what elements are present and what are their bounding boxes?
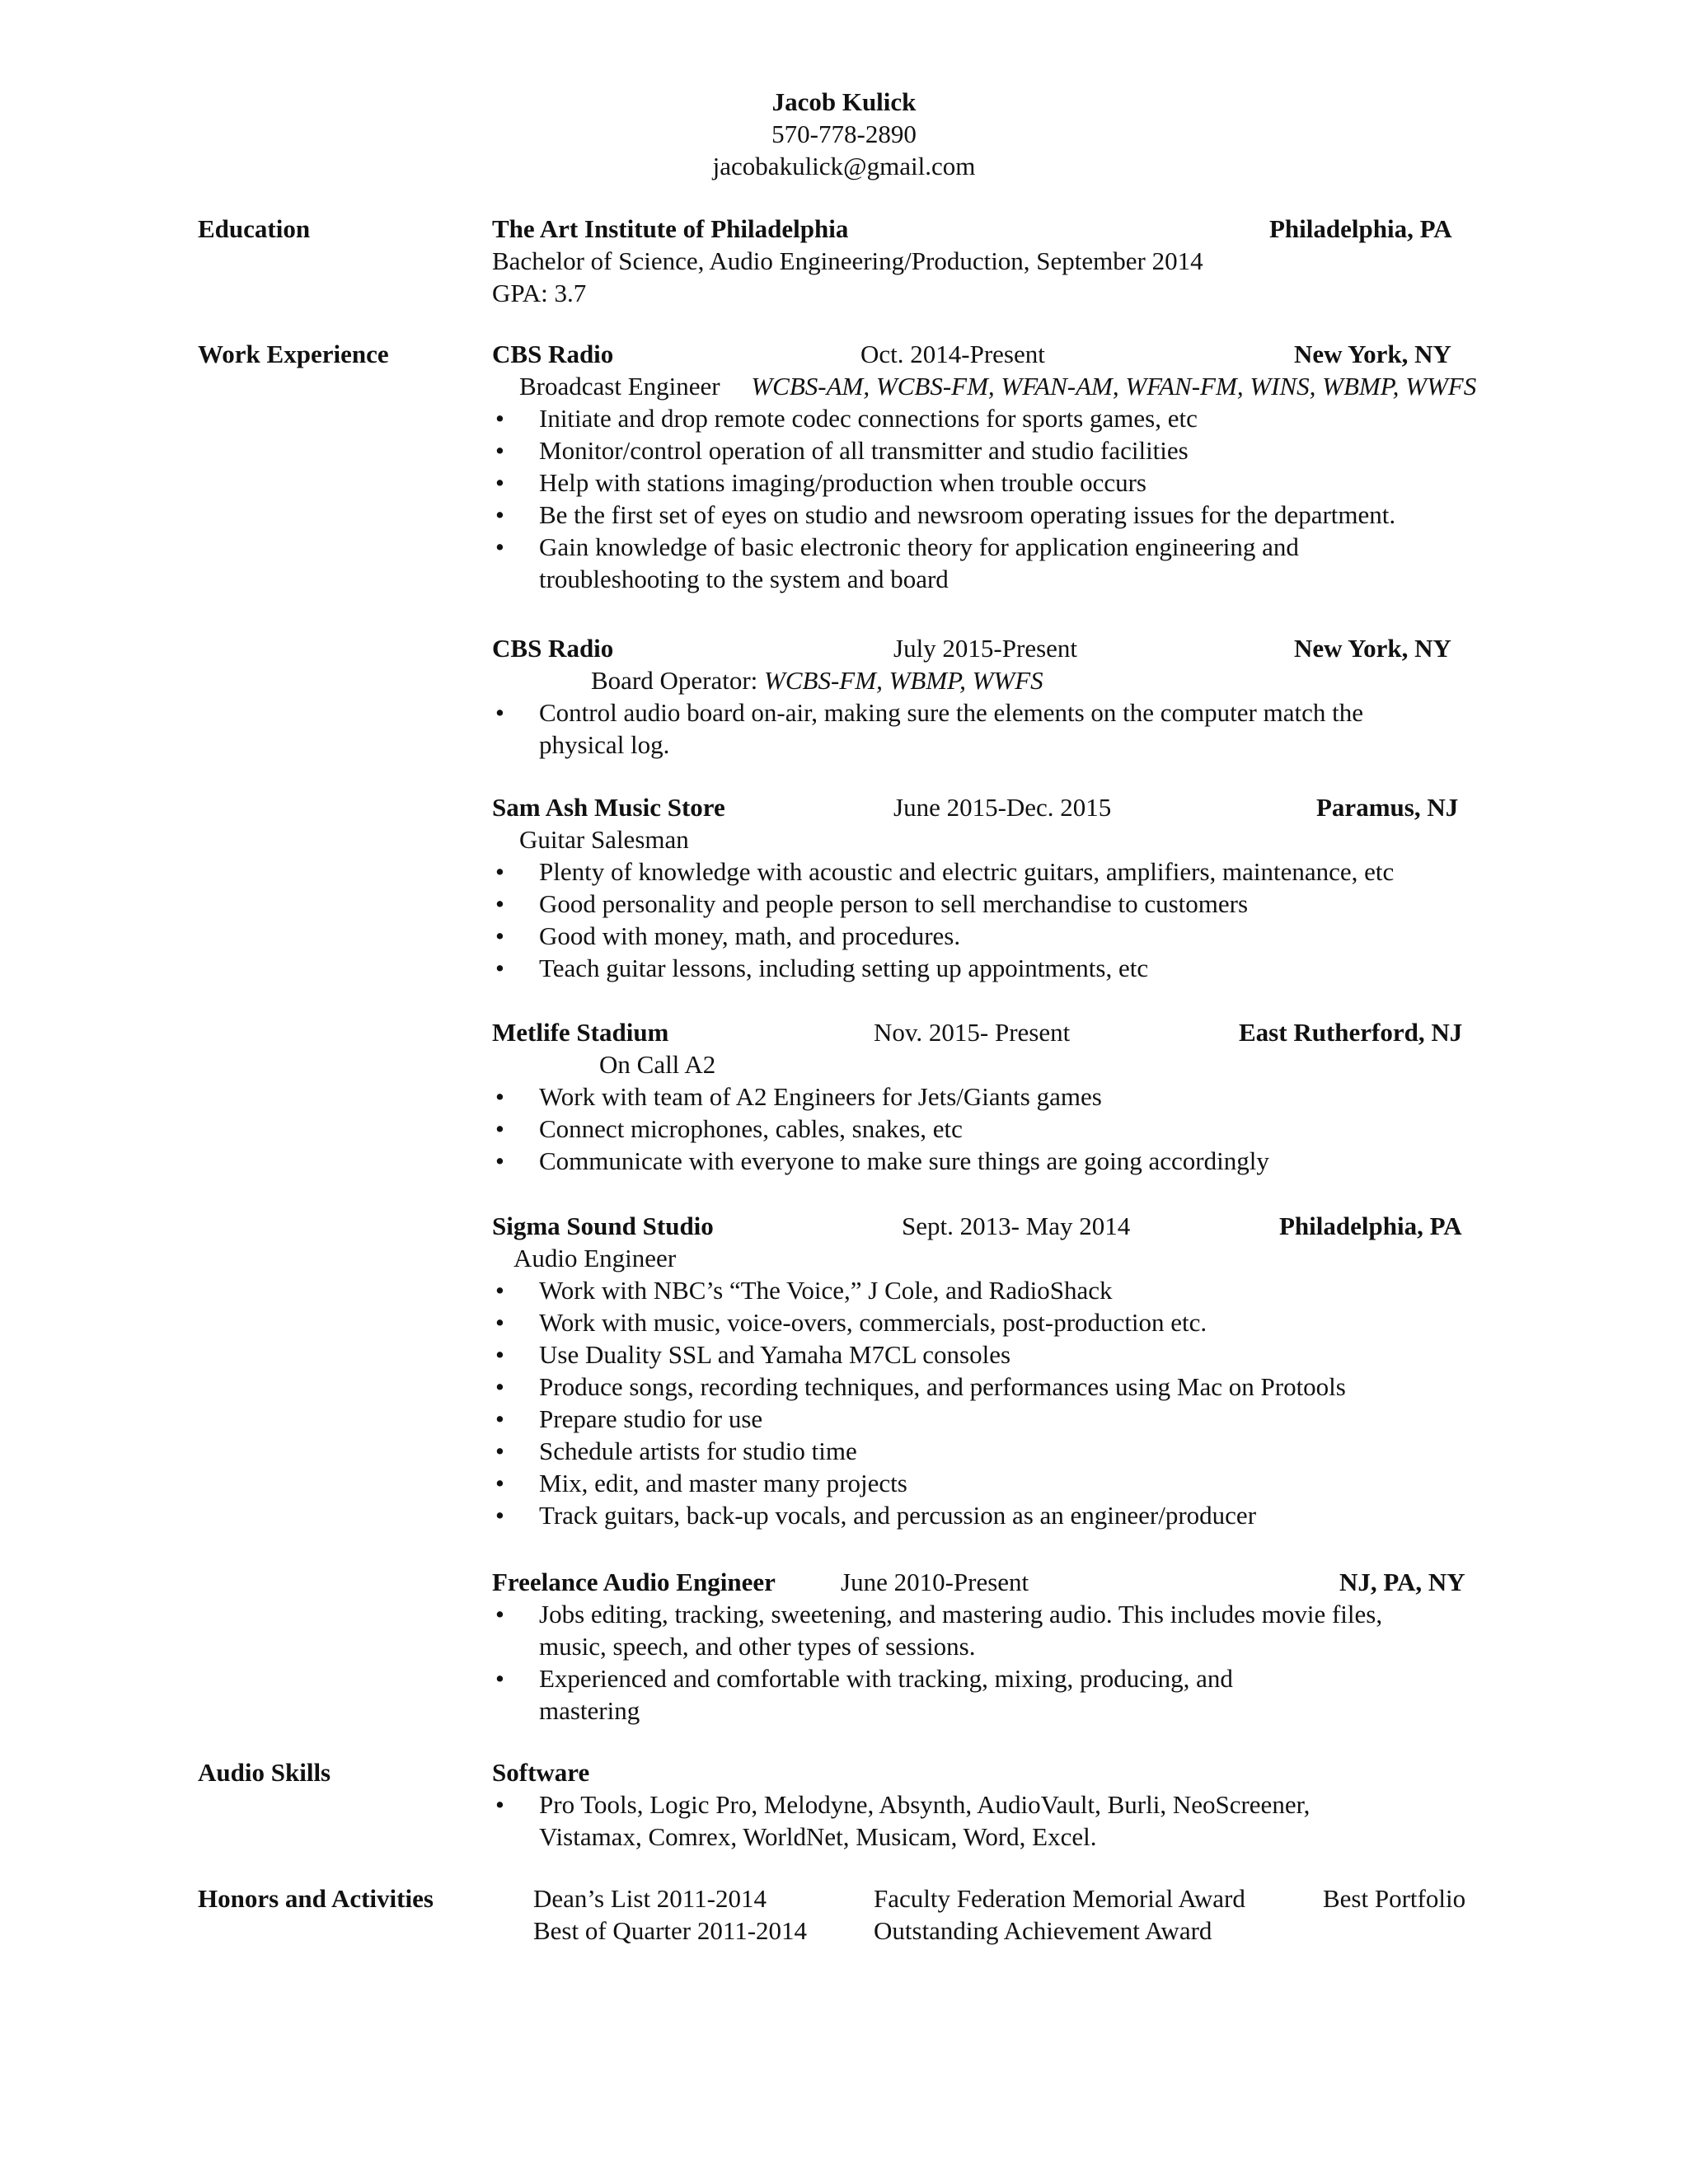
school-location: Philadelphia, PA bbox=[1269, 214, 1452, 243]
job-bullet-continuation: music, speech, and other types of sessions. bbox=[539, 1632, 976, 1661]
job-date: July 2015-Present bbox=[893, 634, 1078, 663]
job-bullet: • Monitor/control operation of all transmitter and studio facilities bbox=[492, 434, 1481, 466]
resume-header bbox=[0, 86, 1688, 182]
job-entry bbox=[492, 338, 1481, 595]
honors-column-2 bbox=[874, 1882, 1245, 1947]
job-bullet-continuation: mastering bbox=[539, 1696, 640, 1725]
job-bullet: • Control audio board on-air, making sure the elements on the computer match the bbox=[492, 696, 1481, 729]
degree-text: Bachelor of Science, Audio Engineering/Production, September 2014 bbox=[492, 246, 1203, 275]
job-bullet: • Connect microphones, cables, snakes, etc bbox=[492, 1113, 1481, 1145]
job-bullet: • Communicate with everyone to make sure things are going accordingly bbox=[492, 1145, 1481, 1177]
job-header bbox=[492, 1566, 1481, 1598]
job-location: New York, NY bbox=[1294, 340, 1451, 368]
job-header bbox=[492, 338, 1481, 370]
job-date: June 2015-Dec. 2015 bbox=[893, 793, 1112, 822]
honors-column-1 bbox=[533, 1882, 807, 1947]
job-bullet: • Jobs editing, tracking, sweetening, and mastering audio. This includes movie files, bbox=[492, 1598, 1481, 1630]
job-header bbox=[492, 632, 1481, 664]
skills-heading: Software bbox=[492, 1758, 590, 1787]
job-org: CBS Radio bbox=[492, 340, 614, 368]
section-label-audio-skills: Audio Skills bbox=[198, 1758, 331, 1787]
job-bullet: • Mix, edit, and master many projects bbox=[492, 1467, 1481, 1499]
candidate-name: Jacob Kulick bbox=[771, 87, 917, 116]
school-name: The Art Institute of Philadelphia bbox=[492, 214, 849, 243]
job-bullet: • Help with stations imaging/production when trouble occurs bbox=[492, 466, 1481, 499]
job-role: Guitar Salesman bbox=[519, 825, 689, 854]
job-bullet: • Track guitars, back-up vocals, and percussion as an engineer/producer bbox=[492, 1499, 1481, 1531]
job-bullet: • Teach guitar lessons, including setting up appointments, etc bbox=[492, 952, 1481, 984]
education-entry-header bbox=[492, 213, 1481, 245]
honors-column-3 bbox=[1323, 1882, 1465, 1915]
section-label-education: Education bbox=[198, 214, 311, 243]
honor-item: Best Portfolio bbox=[1323, 1884, 1466, 1913]
job-bullet: • Good personality and people person to sell merchandise to customers bbox=[492, 888, 1481, 920]
job-entry bbox=[492, 791, 1481, 984]
job-date: June 2010-Present bbox=[841, 1568, 1029, 1596]
skills-list-continuation: Vistamax, Comrex, WorldNet, Musicam, Word, Excel. bbox=[539, 1822, 1097, 1851]
job-date: Nov. 2015- Present bbox=[874, 1018, 1071, 1047]
job-location: New York, NY bbox=[1294, 634, 1451, 663]
job-bullet-continuation: troubleshooting to the system and board bbox=[539, 565, 949, 593]
job-bullet: • Produce songs, recording techniques, and performances using Mac on Protools bbox=[492, 1371, 1481, 1403]
job-bullet: • Gain knowledge of basic electronic theory for application engineering and bbox=[492, 531, 1481, 563]
job-bullet: • Use Duality SSL and Yamaha M7CL consoles bbox=[492, 1338, 1481, 1371]
job-role-title: Board Operator: bbox=[591, 666, 765, 695]
job-header bbox=[492, 791, 1481, 823]
honor-item: Faculty Federation Memorial Award bbox=[874, 1884, 1245, 1913]
job-header bbox=[492, 1016, 1481, 1048]
phone-number: 570-778-2890 bbox=[771, 120, 917, 148]
honor-item: Outstanding Achievement Award bbox=[874, 1916, 1212, 1945]
job-org: CBS Radio bbox=[492, 634, 614, 663]
job-bullet: • Experienced and comfortable with tracking, mixing, producing, and bbox=[492, 1662, 1481, 1694]
job-role: Audio Engineer bbox=[513, 1244, 677, 1272]
job-org: Freelance Audio Engineer bbox=[492, 1568, 776, 1596]
job-location: Philadelphia, PA bbox=[1279, 1212, 1462, 1240]
job-bullet: • Prepare studio for use bbox=[492, 1403, 1481, 1435]
job-bullet: • Work with team of A2 Engineers for Jets/Giants games bbox=[492, 1080, 1481, 1113]
job-bullet: • Work with music, voice-overs, commercials, post-production etc. bbox=[492, 1306, 1481, 1338]
honor-item: Dean’s List 2011-2014 bbox=[533, 1884, 767, 1913]
job-stations: WCBS-FM, WBMP, WWFS bbox=[764, 666, 1043, 695]
job-entry bbox=[492, 632, 1481, 761]
job-bullet: • Be the first set of eyes on studio and newsroom operating issues for the department. bbox=[492, 499, 1481, 531]
job-entry bbox=[492, 1210, 1481, 1531]
job-role-title: Broadcast Engineer bbox=[519, 372, 720, 401]
job-header bbox=[492, 1210, 1481, 1242]
job-stations: WCBS-AM, WCBS-FM, WFAN-AM, WFAN-FM, WINS, WBMP, WWFS bbox=[751, 372, 1477, 401]
job-org: Metlife Stadium bbox=[492, 1018, 669, 1047]
job-entry bbox=[492, 1566, 1481, 1727]
skills-list: • Pro Tools, Logic Pro, Melodyne, Absynth, AudioVault, Burli, NeoScreener, bbox=[492, 1788, 1481, 1821]
job-location: NJ, PA, NY bbox=[1339, 1568, 1465, 1596]
job-bullet: • Schedule artists for studio time bbox=[492, 1435, 1481, 1467]
job-org: Sam Ash Music Store bbox=[492, 793, 725, 822]
section-label-work-experience: Work Experience bbox=[198, 340, 389, 368]
job-org: Sigma Sound Studio bbox=[492, 1212, 714, 1240]
job-bullet: • Work with NBC’s “The Voice,” J Cole, and RadioShack bbox=[492, 1274, 1481, 1306]
job-bullet: • Good with money, math, and procedures. bbox=[492, 920, 1481, 952]
job-entry bbox=[492, 1016, 1481, 1177]
job-date: Oct. 2014-Present bbox=[860, 340, 1045, 368]
job-location: Paramus, NJ bbox=[1316, 793, 1459, 822]
education-section bbox=[492, 213, 1481, 309]
job-role bbox=[492, 370, 1481, 402]
section-label-honors: Honors and Activities bbox=[198, 1884, 434, 1913]
job-bullet-continuation: physical log. bbox=[539, 730, 670, 759]
job-bullet: • Plenty of knowledge with acoustic and electric guitars, amplifiers, maintenance, etc bbox=[492, 855, 1481, 888]
gpa-text: GPA: 3.7 bbox=[492, 279, 587, 307]
email-address: jacobakulick@gmail.com bbox=[712, 152, 976, 180]
job-role: On Call A2 bbox=[599, 1050, 716, 1079]
honor-item: Best of Quarter 2011-2014 bbox=[533, 1916, 808, 1945]
job-bullet: • Initiate and drop remote codec connections for sports games, etc bbox=[492, 402, 1481, 434]
job-date: Sept. 2013- May 2014 bbox=[902, 1212, 1131, 1240]
job-role bbox=[492, 664, 1481, 696]
job-location: East Rutherford, NJ bbox=[1239, 1018, 1463, 1047]
skills-section bbox=[492, 1756, 1481, 1853]
